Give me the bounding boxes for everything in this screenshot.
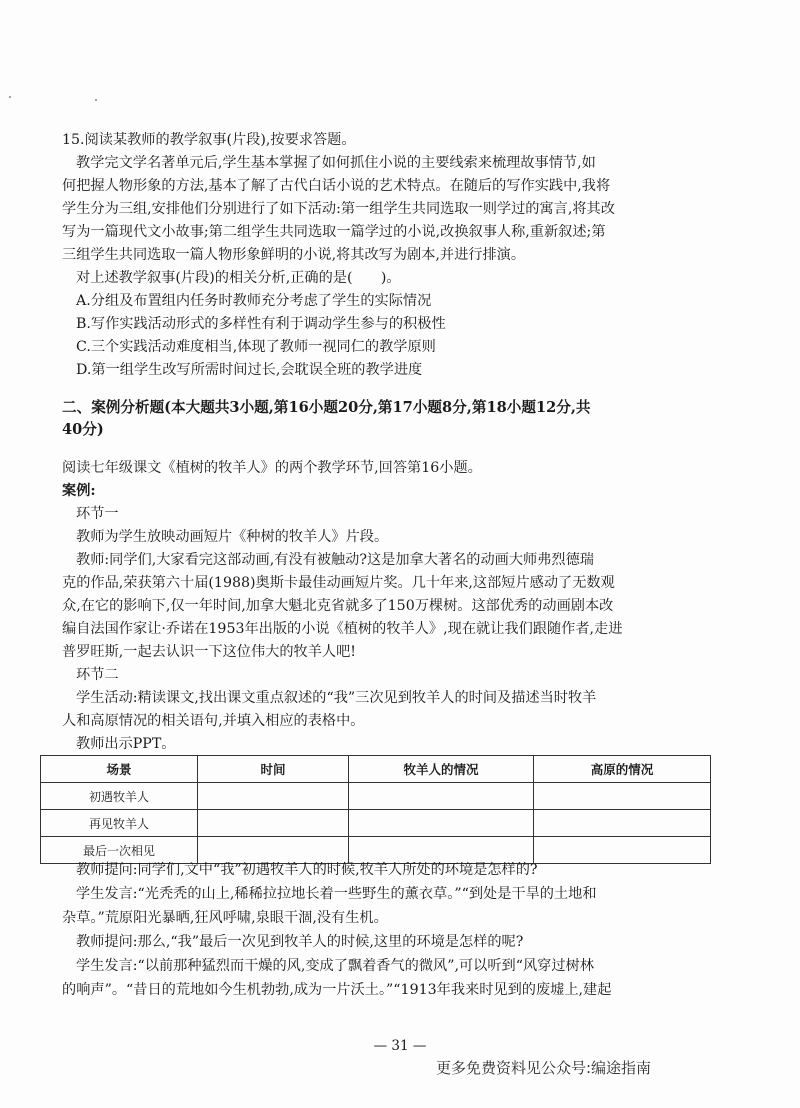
table-header-cell: 牧羊人的情况 <box>349 756 534 783</box>
q15-option-b: B.写作实践活动形式的多样性有利于调动学生参与的积极性 <box>76 316 446 332</box>
ppt-label: 教师出示PPT。 <box>76 736 176 752</box>
watermark-text: 更多免费资料见公众号:编途指南 <box>436 1059 652 1077</box>
q15-body-line: 三组学生共同选取一篇人物形象鲜明的小说,将其改写为剧本,并进行排演。 <box>62 247 526 263</box>
table-cell-scene: 最后一次相见 <box>41 837 198 864</box>
activity-line: 人和高原情况的相关语句,并填入相应的表格中。 <box>62 713 365 729</box>
teacher-speech-line: 众,在它的影响下,仅一年时间,加拿大魁北克省就多了150万棵树。这部优秀的动画剧本改 <box>62 598 614 614</box>
table-row <box>41 783 711 810</box>
page-number: — 31 — <box>373 1038 427 1054</box>
q15-stem: 对上述教学叙事(片段)的相关分析,正确的是( )。 <box>76 270 401 286</box>
table-cell <box>534 810 711 837</box>
table-cell <box>349 783 534 810</box>
table-header-row <box>41 756 711 783</box>
step2-label: 环节二 <box>76 667 119 683</box>
activity-line: 学生活动:精读课文,找出课文重点叙述的“我”三次见到牧羊人的时间及描述当时牧羊 <box>76 690 597 706</box>
teacher-speech-line: 编自法国作家让·乔诺在1953年出版的小说《植树的牧羊人》,现在就让我们跟随作者,走进 <box>62 621 623 637</box>
dialogue-line: 学生发言:“以前那种猛烈而干燥的风,变成了飘着香气的微风”,可以听到“风穿过树林 <box>76 958 594 974</box>
table-header-cell: 高原的情况 <box>534 756 711 783</box>
q15-body-line: 教学完文学名著单元后,学生基本掌握了如何抓住小说的主要线索来梳理故事情节,如 <box>76 155 596 171</box>
teacher-speech-line: 教师:同学们,大家看完这部动画,有没有被触动?这是加拿大著名的动画大师弗烈德瑞 <box>76 552 594 568</box>
step1-label: 环节一 <box>76 506 119 522</box>
table-cell <box>534 783 711 810</box>
table-cell <box>198 810 349 837</box>
table-cell-scene: 初遇牧羊人 <box>41 783 198 810</box>
step1-text: 教师为学生放映动画短片《种树的牧羊人》片段。 <box>76 529 389 545</box>
table-row <box>41 810 711 837</box>
ppt-table <box>40 755 711 864</box>
section-heading-cont: 40分) <box>62 421 104 438</box>
q15-body-line: 写为一篇现代文小故事;第二组学生共同选取一篇学过的小说,改换叙事人称,重新叙述;第 <box>62 224 606 240</box>
dialogue-line: 教师提问:那么,“我”最后一次见到牧羊人的时候,这里的环境是怎样的呢? <box>76 934 524 950</box>
q15-title: 15.阅读某教师的教学叙事(片段),按要求答题。 <box>62 132 356 148</box>
scan-speck <box>9 96 11 98</box>
dialogue-line: 教师提问:同学们,文中“我”初遇牧羊人的时候,牧羊人所处的环境是怎样的? <box>76 862 538 878</box>
q15-body-line: 学生分为三组,安排他们分别进行了如下活动:第一组学生共同选取一则学过的寓言,将其改 <box>62 201 615 217</box>
q16-intro: 阅读七年级课文《植树的牧羊人》的两个教学环节,回答第16小题。 <box>62 460 482 476</box>
table-header-cell: 时间 <box>198 756 349 783</box>
q15-body-line: 何把握人物形象的方法,基本了解了古代白话小说的艺术特点。在随后的写作实践中,我将 <box>62 178 611 194</box>
case-label: 案例: <box>62 483 96 499</box>
q15-option-d: D.第一组学生改写所需时间过长,会耽误全班的教学进度 <box>76 362 423 378</box>
dialogue-line: 学生发言:“光秃秃的山上,稀稀拉拉地长着一些野生的薰衣草。”“到处是干旱的土地和 <box>76 886 597 902</box>
scan-speck <box>95 99 97 101</box>
teacher-speech-line: 普罗旺斯,一起去认识一下这位伟大的牧羊人吧! <box>62 644 356 660</box>
teacher-speech-line: 克的作品,荣获第六十届(1988)奥斯卡最佳动画短片奖。几十年来,这部短片感动了无数观 <box>62 575 615 591</box>
section-heading: 二、案例分析题(本大题共3小题,第16小题20分,第17小题8分,第18小题12分,共 <box>62 399 591 416</box>
table-cell-scene: 再见牧羊人 <box>41 810 198 837</box>
dialogue-line: 的响声”。“昔日的荒地如今生机勃勃,成为一片沃土。”“1913年我来时见到的废墟上,建起 <box>62 982 612 998</box>
q15-option-c: C.三个实践活动难度相当,体现了教师一视同仁的教学原则 <box>76 339 436 355</box>
table-cell <box>198 783 349 810</box>
dialogue-line: 杂草。”荒原阳光暴晒,狂风呼啸,泉眼干涸,没有生机。 <box>62 910 388 926</box>
table-cell <box>349 810 534 837</box>
q15-option-a: A.分组及布置组内任务时教师充分考虑了学生的实际情况 <box>76 293 432 309</box>
table-header-cell: 场景 <box>41 756 198 783</box>
